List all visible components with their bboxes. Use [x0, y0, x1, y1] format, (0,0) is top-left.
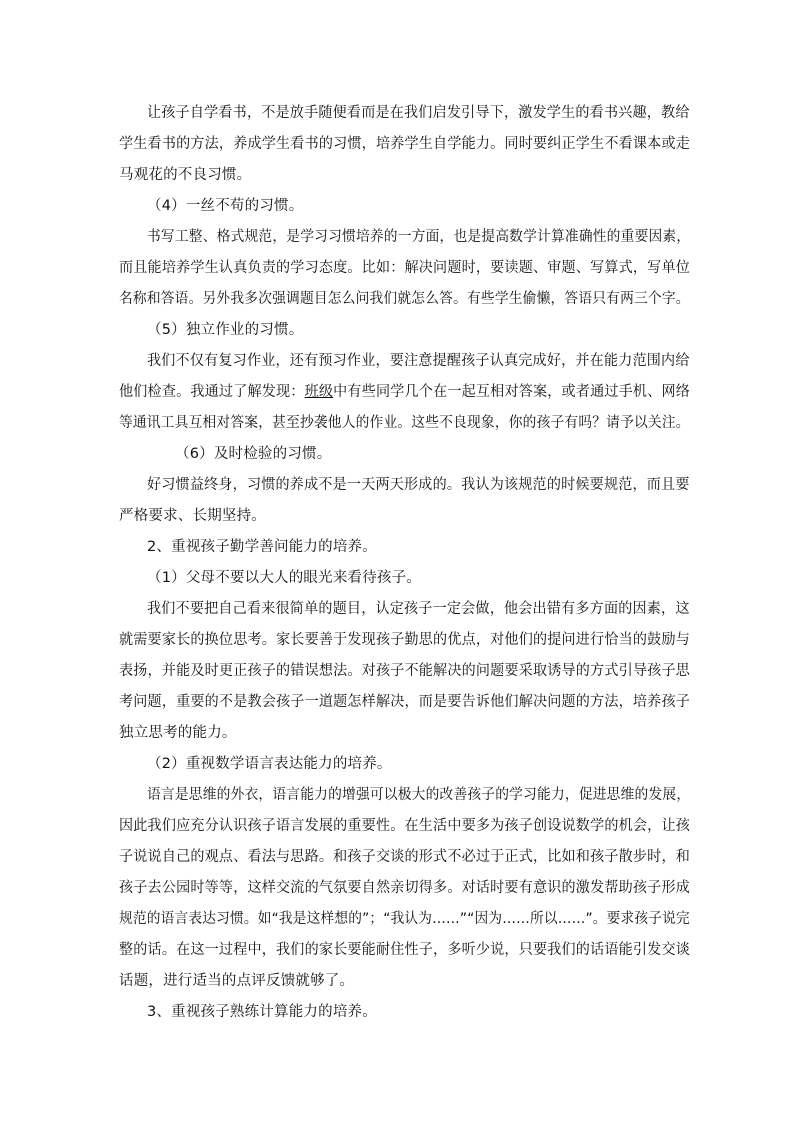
subheading-4: （4）一丝不苟的习惯。 [147, 198, 304, 214]
section-heading-2: 2、重视孩子勤学善问能力的培养。 [147, 539, 377, 555]
paragraph-line: 规范的语言表达习惯。如“我是这样想的”；“我认为……”“因为……所以……”。要求孩子说完 [119, 911, 690, 927]
paragraph-text: 中有些同学几个在一起互相对答案，或者通过手机、网络 [333, 384, 691, 400]
paragraph-line: 书写工整、格式规范，是学习习惯培养的一方面，也是提高数学计算准确性的重要因素， [147, 229, 691, 245]
paragraph-line: 因此我们应充分认识孩子语言发展的重要性。在生活中要多为孩子创设说数学的机会，让孩 [119, 818, 691, 834]
paragraph-line: 话题，进行适当的点评反馈就够了。 [119, 973, 355, 989]
paragraph-line: 等通讯工具互相对答案，甚至抄袭他人的作业。这些不良现象，你的孩子有吗？请予以关注。 [119, 415, 690, 431]
subheading-1: （1）父母不要以大人的眼光来看待孩子。 [147, 570, 422, 586]
paragraph-line [119, 382, 690, 402]
paragraph-line: 考问题，重要的不是教会孩子一道题怎样解决，而是要告诉他们解决问题的方法，培养孩子 [119, 694, 691, 710]
paragraph-line: 独立思考的能力。 [119, 725, 237, 741]
paragraph-line: 我们不要把自己看来很简单的题目，认定孩子一定会做，他会出错有多方面的因素，这 [147, 601, 690, 617]
paragraph-line: 而且能培养学生认真负责的学习态度。比如：解决问题时，要读题、审题、写算式，写单位 [119, 260, 691, 276]
section-heading-3: 3、重视孩子熟练计算能力的培养。 [147, 1004, 377, 1020]
subheading-2: （2）重视数学语言表达能力的培养。 [147, 756, 392, 772]
paragraph-line: 名称和答语。另外我多次强调题目怎么问我们就怎么答。有些学生偷懒，答语只有两三个字。 [119, 291, 690, 307]
paragraph-line: 孩子去公园时等等，这样交流的气氛要自然亲切得多。对话时要有意识的激发帮助孩子形成 [119, 880, 691, 896]
paragraph-line: 表扬，并能及时更正孩子的错误想法。对孩子不能解决的问题要采取诱导的方式引导孩子思 [119, 663, 691, 679]
paragraph-line: 学生看书的方法，养成学生看书的习惯，培养学生自学能力。同时要纠正学生不看课本或走 [119, 136, 691, 152]
class-link[interactable]: 班级 [304, 384, 334, 400]
paragraph-line: 整的话。在这一过程中，我们的家长要能耐住性子，多听少说，只要我们的话语能引发交谈 [119, 942, 691, 958]
paragraph-line: 让孩子自学看书，不是放手随便看而是在我们启发引导下，激发学生的看书兴趣，教给 [147, 105, 690, 121]
paragraph-line: 我们不仅有复习作业，还有预习作业，要注意提醒孩子认真完成好，并在能力范围内给 [147, 353, 690, 369]
subheading-5: （5）独立作业的习惯。 [147, 322, 304, 338]
paragraph-line: 好习惯益终身，习惯的养成不是一天两天形成的。我认为该规范的时候要规范，而且要 [147, 477, 690, 493]
paragraph-line: 马观花的不良习惯。 [119, 167, 252, 183]
subheading-6: （6）及时检验的习惯。 [175, 446, 332, 462]
paragraph-line: 就需要家长的换位思考。家长要善于发现孩子勤思的优点，对他们的提问进行恰当的鼓励与 [119, 632, 691, 648]
paragraph-line: 语言是思维的外衣，语言能力的增强可以极大的改善孩子的学习能力，促进思维的发展， [147, 787, 691, 803]
paragraph-line: 子说说自己的观点、看法与思路。和孩子交谈的形式不必过于正式，比如和孩子散步时，和 [119, 849, 691, 865]
paragraph-text: 他们检查。我通过了解发现： [119, 384, 305, 400]
paragraph-line: 严格要求、长期坚持。 [119, 508, 266, 524]
